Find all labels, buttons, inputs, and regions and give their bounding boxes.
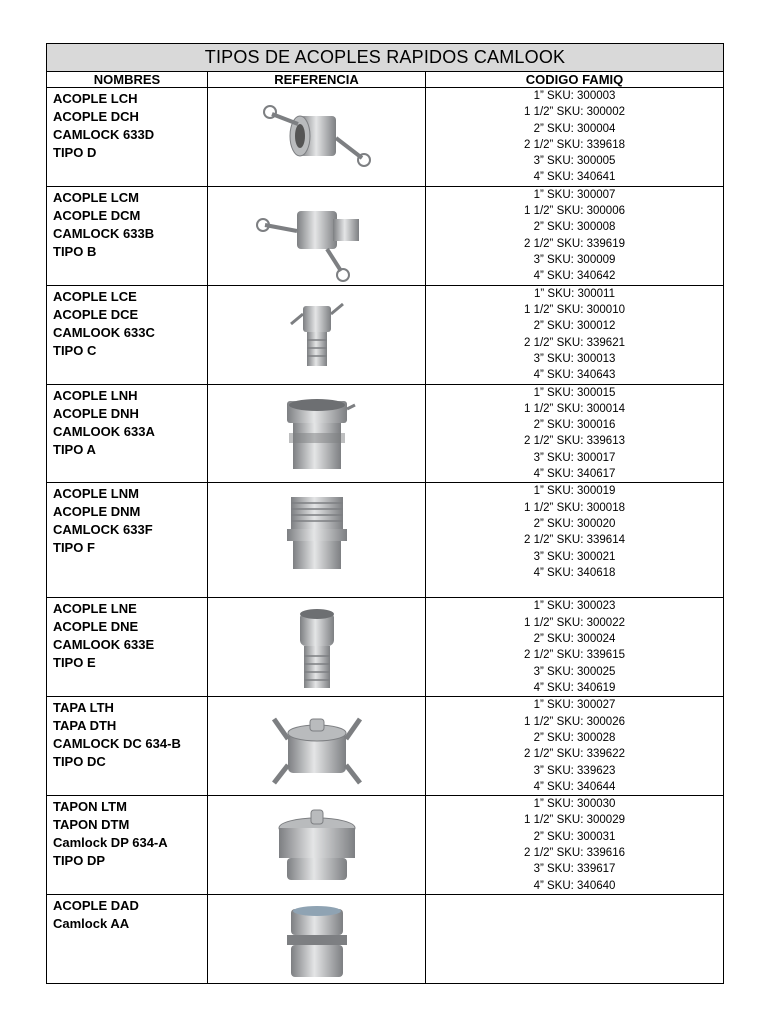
sku-code: 1” SKU: 300003 (533, 90, 616, 102)
sku-code: 4” SKU: 340618 (533, 566, 616, 579)
row-reference-cell (208, 285, 426, 384)
table-row (47, 88, 724, 187)
product-name: ACOPLE DCM (53, 207, 141, 223)
row-reference-cell (208, 384, 426, 483)
row-names-cell (47, 796, 208, 895)
row-codes-cell (426, 598, 724, 697)
product-name: TAPON LTM (53, 799, 127, 815)
sku-code: 2 1/2” SKU: 339619 (523, 237, 625, 250)
sku-code: 1 1/2” SKU: 300006 (523, 205, 625, 218)
product-name: TIPO DP (53, 853, 106, 869)
sku-code: 3” SKU: 300013 (533, 352, 616, 365)
coupler-type-c-icon (208, 286, 425, 374)
sku-code: 3” SKU: 300009 (533, 253, 616, 266)
table-row (47, 598, 724, 697)
row-reference-cell (208, 483, 426, 598)
sku-code: 2 1/2” SKU: 339622 (523, 748, 625, 761)
sku-code: 1” SKU: 300019 (533, 485, 616, 498)
table-row (47, 186, 724, 285)
adapter-aa-icon (208, 895, 425, 983)
row-names-cell (47, 384, 208, 483)
header-names: NOMBRES (47, 72, 208, 88)
sku-code: 4” SKU: 340619 (533, 681, 616, 694)
product-name: ACOPLE DNH (53, 405, 139, 421)
sku-code: 3” SKU: 339617 (533, 863, 616, 876)
sku-code: 2” SKU: 300028 (533, 731, 616, 744)
table-row (47, 483, 724, 598)
sku-code: 4” SKU: 340644 (533, 780, 616, 793)
sku-code: 2 1/2” SKU: 339613 (523, 435, 625, 448)
row-reference-cell (208, 88, 426, 187)
sku-code: 4” SKU: 340643 (533, 369, 616, 382)
adapter-type-a-icon (208, 385, 425, 475)
sku-code: 2 1/2” SKU: 339614 (523, 534, 625, 547)
sku-code: 3” SKU: 300005 (533, 155, 616, 168)
table-row (47, 697, 724, 796)
product-name: TIPO A (53, 441, 96, 457)
sku-code: 2” SKU: 300004 (533, 122, 616, 135)
product-name: ACOPLE LCH (53, 91, 138, 106)
row-reference-cell (208, 796, 426, 895)
product-name: Camlock DP 634-A (53, 835, 168, 851)
product-name: TAPON DTM (53, 817, 130, 833)
sku-code: 4” SKU: 340641 (533, 171, 616, 184)
sku-code: 1” SKU: 300011 (534, 287, 615, 300)
product-name: TIPO B (53, 243, 97, 259)
sku-code: 2 1/2” SKU: 339615 (523, 649, 625, 662)
sku-code: 2” SKU: 300012 (533, 320, 616, 333)
product-name: Camlock AA (53, 915, 130, 931)
product-name: CAMLOCK DC 634-B (53, 736, 181, 752)
sku-code: 1 1/2” SKU: 300022 (523, 616, 625, 629)
table-row (47, 894, 724, 983)
sku-code: 1 1/2” SKU: 300002 (523, 106, 625, 119)
table-row (47, 796, 724, 895)
product-name: ACOPLE DNE (53, 619, 139, 635)
sku-code: 1” SKU: 300023 (533, 600, 616, 613)
product-name: TIPO C (53, 342, 97, 358)
product-name: CAMLOOK 633A (53, 423, 155, 439)
product-name: ACOPLE LCE (53, 288, 137, 304)
sku-code: 1” SKU: 300030 (533, 798, 616, 811)
sku-code: 1 1/2” SKU: 300029 (523, 814, 625, 827)
adapter-type-f-icon (208, 483, 425, 575)
row-names-cell (47, 483, 208, 598)
sku-code: 4” SKU: 340642 (533, 270, 616, 283)
coupler-type-d-icon (208, 88, 425, 176)
row-names-cell (47, 285, 208, 384)
sku-code: 4” SKU: 340617 (533, 468, 616, 481)
sku-code: 3” SKU: 300017 (533, 451, 616, 464)
product-name: TIPO D (53, 145, 97, 160)
product-name: ACOPLE DAD (53, 897, 139, 913)
product-name: CAMLOOK 633C (53, 324, 155, 340)
sku-code: 1 1/2” SKU: 300018 (523, 501, 625, 514)
row-codes-cell (426, 384, 724, 483)
product-name: TAPA DTH (53, 718, 117, 734)
product-name: ACOPLE LNH (53, 387, 138, 403)
sku-code: 2” SKU: 300031 (533, 830, 616, 843)
row-names-cell (47, 598, 208, 697)
row-codes-cell (426, 186, 724, 285)
sku-code: 1” SKU: 300015 (533, 386, 616, 399)
table-row (47, 384, 724, 483)
product-name: CAMLOCK 633D (53, 127, 155, 142)
header-reference: REFERENCIA (208, 72, 426, 88)
sku-code: 2” SKU: 300016 (533, 419, 616, 432)
row-reference-cell (208, 697, 426, 796)
product-name: TIPO DC (53, 754, 106, 770)
sku-code: 2” SKU: 300020 (533, 517, 616, 530)
product-name: TIPO E (53, 655, 96, 671)
row-names-cell (47, 894, 208, 983)
sku-code: 2 1/2” SKU: 339616 (523, 847, 625, 860)
row-codes-cell (426, 894, 724, 983)
product-name: ACOPLE LNM (53, 486, 139, 502)
sku-code: 1 1/2” SKU: 300026 (523, 715, 625, 728)
coupler-type-b-icon (208, 187, 425, 285)
sku-code: 2 1/2” SKU: 339618 (523, 138, 625, 151)
product-name: CAMLOCK 633B (53, 225, 155, 241)
sku-code: 2” SKU: 300024 (533, 632, 616, 645)
product-name: ACOPLE DCH (53, 109, 139, 124)
product-name: ACOPLE DCE (53, 306, 139, 322)
sku-code: 3” SKU: 300021 (533, 550, 616, 563)
product-name: TAPA LTH (53, 700, 114, 716)
product-name: ACOPLE LCM (53, 189, 139, 205)
sku-code: 3” SKU: 339623 (533, 764, 616, 777)
sku-code: 4” SKU: 340640 (533, 879, 616, 892)
sku-code: 1 1/2” SKU: 300014 (523, 402, 625, 415)
product-name: TIPO F (53, 540, 95, 556)
row-names-cell (47, 697, 208, 796)
header-code: CODIGO FAMIQ (426, 72, 724, 88)
row-codes-cell (426, 88, 724, 187)
table-title: TIPOS DE ACOPLES RAPIDOS CAMLOOK (47, 44, 724, 72)
row-reference-cell (208, 894, 426, 983)
sku-code: 1 1/2” SKU: 300010 (523, 304, 625, 317)
dust-cap-dc-icon (208, 697, 425, 793)
product-name: CAMLOOK 633E (53, 637, 155, 653)
sku-code: 1” SKU: 300027 (533, 699, 616, 712)
product-name: ACOPLE DNM (53, 504, 141, 520)
sku-code: 2” SKU: 300008 (533, 221, 616, 234)
sku-code: 1” SKU: 300007 (533, 188, 616, 201)
sku-code: 3” SKU: 300025 (533, 665, 616, 678)
product-name: ACOPLE LNE (53, 601, 137, 617)
row-codes-cell (426, 483, 724, 598)
adapter-type-e-icon (208, 598, 425, 694)
row-codes-cell (426, 285, 724, 384)
row-reference-cell (208, 598, 426, 697)
camlock-table (46, 43, 724, 984)
row-codes-cell (426, 796, 724, 895)
dust-plug-dp-icon (208, 796, 425, 886)
sku-code: 2 1/2” SKU: 339621 (523, 336, 625, 349)
row-names-cell (47, 186, 208, 285)
table-row (47, 285, 724, 384)
product-name: CAMLOCK 633F (53, 522, 153, 538)
row-codes-cell (426, 697, 724, 796)
row-names-cell (47, 88, 208, 187)
row-reference-cell (208, 186, 426, 285)
camlock-table-sheet (46, 43, 723, 984)
